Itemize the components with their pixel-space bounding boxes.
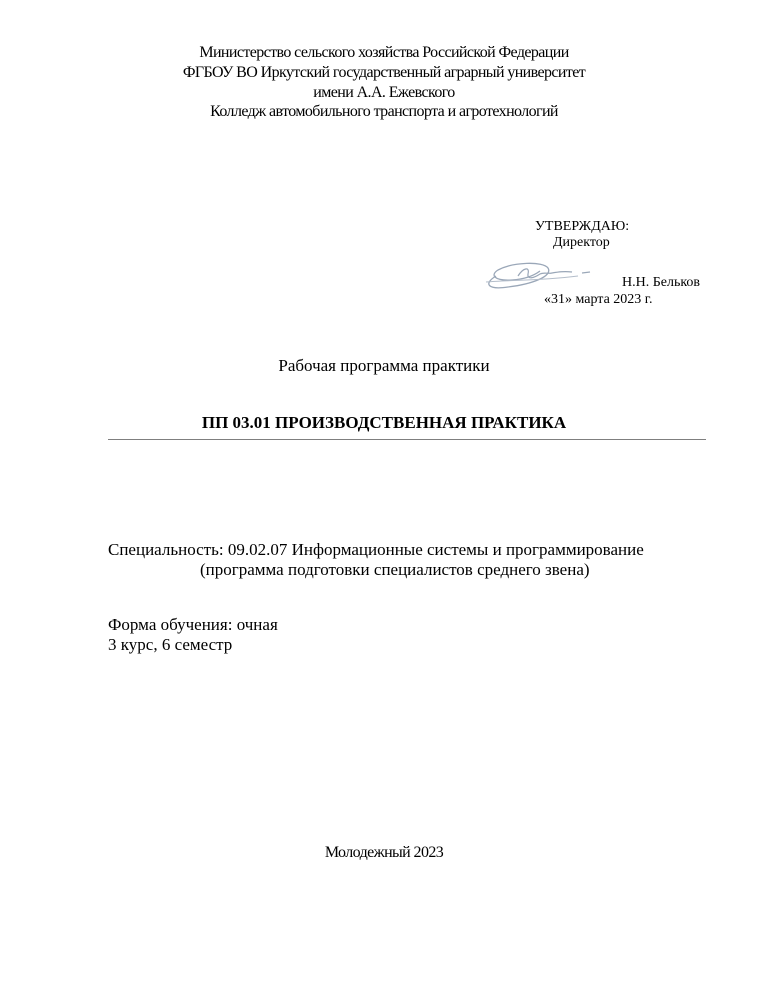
specialty-program-level: (программа подготовки специалистов среднего звена) [200,560,590,579]
signer-name: Н.Н. Бельков [622,275,701,290]
approve-label: УТВЕРЖДАЮ: [535,219,630,234]
study-form: Форма обучения: очная [108,615,278,634]
college-name: Колледж автомобильного транспорта и агротехнологий [210,103,558,120]
course-semester: 3 курс, 6 семестр [108,635,233,654]
approval-date: «31» марта 2023 г. [544,292,653,307]
practice-title: ПП 03.01 ПРОИЗВОДСТВЕННАЯ ПРАКТИКА [201,413,567,432]
title-underline [108,439,706,440]
specialty-line: Специальность: 09.02.07 Информационные системы и программирование [108,540,644,559]
director-signature [478,254,608,294]
university-named-after: имени А.А. Ежевского [313,84,455,101]
program-label: Рабочая программа практики [278,356,490,375]
approver-position: Директор [553,235,610,250]
place-year: Молодежный 2023 [324,844,444,861]
university-name: ФГБОУ ВО Иркутский государственный аграрный университет [182,64,586,81]
ministry-name: Министерство сельского хозяйства Российской Федерации [199,44,569,61]
